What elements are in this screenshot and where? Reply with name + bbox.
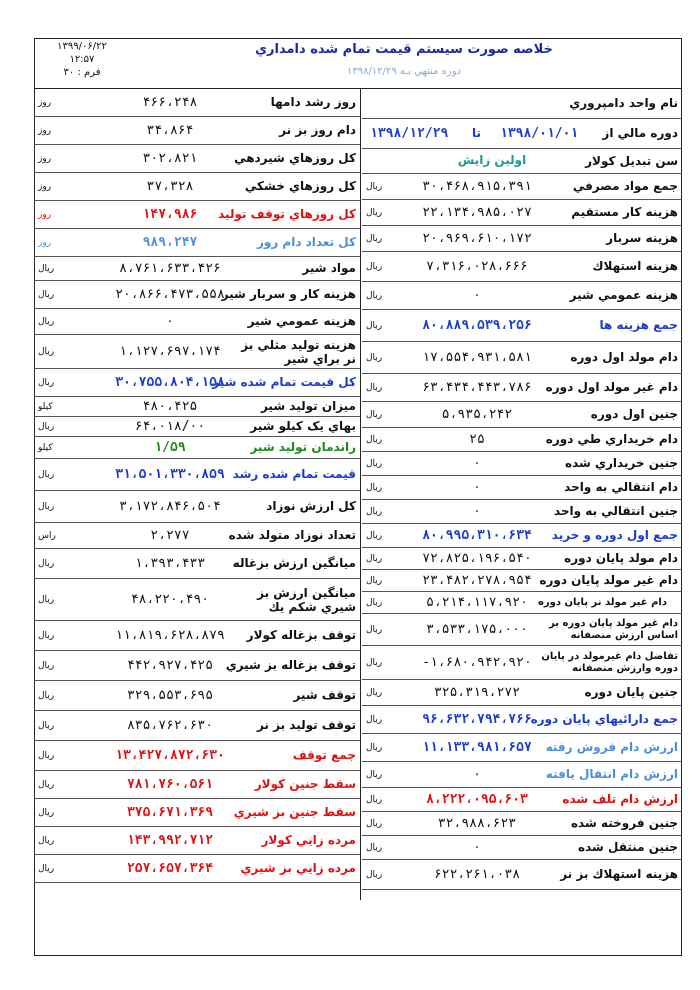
right-row-value: ۲۰،۹۶۹،۶۱۰،۱۷۲ (422, 231, 532, 246)
right-row-label: دام غير مولد پايان دوره (539, 573, 678, 587)
left-row-unit: روز (38, 125, 52, 136)
right-summary-row (362, 860, 682, 890)
right-row-label: جنين پايان دوره (584, 685, 678, 699)
left-summary-row (34, 711, 360, 741)
left-row-label: كل روزهاي توقف توليد (218, 207, 356, 221)
right-row-label: هزينه سربار (606, 231, 678, 245)
left-row-value: ۱۱،۸۱۹،۶۲۸،۸۷۹ (115, 628, 225, 643)
right-row-label: ارزش دام فروش رفته (545, 740, 678, 754)
right-row-label: جنين خريداري شده (565, 456, 678, 470)
right-row-value: ۰ (473, 456, 481, 471)
right-summary-row (362, 476, 682, 500)
right-row-label: دام غير مولد اول دوره (545, 380, 678, 394)
left-summary-row (34, 741, 360, 771)
right-summary-row (362, 706, 682, 734)
left-summary-row (34, 281, 360, 309)
left-row-value: ۲،۲۷۷ (150, 528, 190, 543)
left-row-value: ۴۸،۲۲۰،۴۹۰ (130, 592, 210, 607)
left-row-value: ۱۳،۴۲۷،۸۷۲،۶۳۰ (115, 748, 225, 763)
right-summary-row (362, 836, 682, 860)
right-row-unit: ريال (366, 181, 383, 192)
right-row-value: ۰ (473, 840, 481, 855)
left-row-value: ۸۳۵،۷۶۲،۶۳۰ (126, 718, 214, 733)
right-row-value: ۷،۳۱۶،۰۲۸،۶۶۶ (426, 259, 528, 274)
right-row-value: ۹۶،۶۳۲،۷۹۴،۷۶۶ (422, 712, 532, 727)
right-row-value: ۵،۲۱۴،۱۱۷،۹۲۰ (426, 595, 528, 610)
right-summary-row (362, 500, 682, 524)
right-summary-row (362, 310, 682, 342)
left-row-unit: ريال (38, 421, 55, 432)
left-row-value: ۳۰،۷۵۵،۸۰۴،۱۵۸ (115, 375, 225, 390)
left-row-label: توقف توليد بز نر (256, 718, 356, 732)
right-row-unit: ريال (366, 869, 383, 880)
left-row-unit: ريال (38, 660, 55, 671)
left-row-unit: ريال (38, 594, 55, 605)
left-summary-row (34, 523, 360, 549)
right-row-value: ۳۲،۹۸۸،۶۲۳ (437, 816, 517, 831)
right-row-label: هزينه عمومي شير (569, 288, 678, 302)
right-row-unit: ريال (366, 575, 383, 586)
left-row-label: هزينه عمومي شير (247, 314, 356, 328)
left-summary-row (34, 549, 360, 579)
left-row-label: جمع توقف (292, 748, 356, 762)
right-summary-row (362, 452, 682, 476)
right-row-unit: ريال (366, 657, 383, 668)
left-row-label: سقط جنين بز شيري (233, 805, 356, 819)
right-row-unit: ريال (366, 233, 383, 244)
left-row-value: ۴۸۰،۴۲۵ (142, 399, 198, 414)
left-row-label: تعداد نوزاد متولد شده (228, 528, 356, 542)
right-row-value: ۰ (473, 480, 481, 495)
left-row-label: مرده زايي بز شيري (240, 861, 356, 875)
right-row-unit: ريال (366, 742, 383, 753)
left-row-unit: روز (38, 97, 52, 108)
right-summary-row (362, 174, 682, 200)
left-row-label: كل روزهاي خشكي (244, 179, 356, 193)
right-row-unit: ريال (366, 687, 383, 698)
conversion-age-row (362, 149, 682, 174)
left-summary-row (34, 309, 360, 335)
left-row-label: مرده زايي كولار (261, 833, 356, 847)
left-row-value: ۶۴،۰۱۸/۰۰ (134, 419, 206, 434)
header-meta (36, 40, 128, 79)
left-row-unit: ريال (38, 377, 55, 388)
left-row-label: توقف بزغاله كولار (246, 628, 356, 642)
right-row-unit: ريال (366, 207, 383, 218)
right-row-value: ۶۳،۴۳۴،۴۴۳،۷۸۶ (422, 380, 532, 395)
report-time: ۱۲:۵۷ (69, 54, 95, 65)
left-row-value: ۱۴۳،۹۹۲،۷۱۲ (126, 833, 214, 848)
left-row-label: بهاي يک كيلو شير (250, 419, 356, 433)
left-row-unit: ريال (38, 835, 55, 846)
right-row-label: دام مولد اول دوره (570, 350, 678, 364)
left-row-label: ميزان توليد شير (260, 399, 356, 413)
right-row-label: ارزش دام انتقال يافته (545, 767, 678, 781)
right-row-label: تفاضل دام غيرمولد در پايان دوره وارزش منصفانه (541, 650, 678, 674)
right-row-unit: ريال (366, 290, 383, 301)
left-row-label: سقط جنين كولار (254, 777, 356, 791)
left-row-value: ۳۷،۳۲۸ (146, 179, 194, 194)
right-row-unit: ريال (366, 261, 383, 272)
left-row-unit: ريال (38, 779, 55, 790)
left-row-unit: روز (38, 209, 52, 220)
right-summary-row (362, 252, 682, 282)
right-summary-row (362, 762, 682, 788)
right-row-label: دام انتقالي به واحد (564, 480, 678, 494)
right-row-value: ۵،۹۳۵،۲۴۲ (441, 407, 513, 422)
left-row-value: ۱،۱۲۷،۶۹۷،۱۷۴ (119, 344, 221, 359)
left-row-unit: ريال (38, 690, 55, 701)
right-summary-row (362, 812, 682, 836)
fiscal-to-word: تا (472, 126, 482, 140)
left-row-label: دام روز بز نر (279, 123, 356, 137)
right-row-unit: ريال (366, 434, 383, 445)
left-summary-row (34, 397, 360, 417)
right-row-value: ۸،۲۲۲،۰۹۵،۶۰۳ (426, 792, 528, 807)
left-row-unit: ريال (38, 501, 55, 512)
right-row-value: ۷۲،۸۲۵،۱۹۶،۵۴۰ (422, 551, 532, 566)
left-row-unit: كيلو (38, 442, 53, 453)
left-summary-row (34, 437, 360, 459)
left-row-unit: راس (38, 530, 56, 541)
left-row-value: ۱۴۷،۹۸۶ (142, 207, 198, 222)
left-row-value: ۸،۷۶۱،۶۳۳،۴۲۶ (119, 261, 221, 276)
left-row-unit: ريال (38, 263, 55, 274)
right-row-unit: ريال (366, 352, 383, 363)
left-row-value: ۴۴۲،۹۲۷،۴۲۵ (126, 658, 214, 673)
right-row-label: دام غير مولد پايان دوره بر اساس ارزش منصفانه (549, 617, 678, 641)
conversion-age-value: اولين زايش (457, 153, 527, 167)
left-row-value: ۱،۳۹۳،۴۳۳ (134, 556, 206, 571)
left-row-label: كل روزهاي شيردهي (234, 151, 356, 165)
right-row-value: ۰ (473, 504, 481, 519)
right-row-label: جمع اول دوره و خريد (551, 528, 678, 542)
right-row-value: ۳۲۵،۳۱۹،۲۷۲ (433, 685, 521, 700)
left-row-unit: روز (38, 237, 52, 248)
right-summary-row (362, 592, 682, 614)
right-summary-row (362, 680, 682, 706)
right-summary-row (362, 342, 682, 374)
summary-left-column (34, 89, 361, 900)
left-summary-row (34, 117, 360, 145)
left-row-value: ۱/۵۹ (154, 440, 186, 455)
right-row-unit: ريال (366, 530, 383, 541)
right-row-label: جمع دارائيهاي پايان دوره (530, 712, 678, 726)
left-row-value: ۹۸۹،۲۴۷ (142, 235, 198, 250)
right-row-label: جمع مواد مصرفي (572, 179, 678, 193)
left-summary-row (34, 855, 360, 883)
left-summary-row (34, 621, 360, 651)
left-row-label: ميانگين ارزش بزغاله (232, 556, 356, 570)
right-row-unit: ريال (366, 769, 383, 780)
fiscal-period-label: دوره مالي از (602, 126, 678, 140)
summary-right-column (362, 89, 682, 890)
left-row-value: ۳،۱۷۲،۸۴۶،۵۰۴ (119, 499, 221, 514)
right-summary-row (362, 226, 682, 252)
left-row-unit: ريال (38, 720, 55, 731)
left-row-unit: ريال (38, 750, 55, 761)
right-row-value: ۳،۵۳۳،۱۷۵،۰۰۰ (426, 622, 528, 637)
right-row-unit: ريال (366, 382, 383, 393)
left-summary-row (34, 459, 360, 491)
right-row-label: جنين انتقالي به واحد (553, 504, 678, 518)
right-row-label: هزينه استهلاك بز نر (560, 867, 678, 881)
right-summary-row (362, 524, 682, 548)
left-row-value: ۷۸۱،۷۶۰،۵۶۱ (126, 777, 214, 792)
left-summary-row (34, 799, 360, 827)
right-row-unit: ريال (366, 597, 383, 608)
left-row-unit: روز (38, 153, 52, 164)
left-summary-row (34, 771, 360, 799)
right-summary-row (362, 200, 682, 226)
left-summary-row (34, 579, 360, 621)
left-row-value: ۴۶۶،۲۴۸ (142, 95, 198, 110)
left-summary-row (34, 145, 360, 173)
left-summary-row (34, 681, 360, 711)
right-row-label: هزينه كار مستقيم (571, 205, 678, 219)
right-row-label: جمع هزينه ها (599, 318, 678, 332)
report-date: ۱۳۹۹/۰۶/۲۲ (57, 41, 107, 52)
left-summary-row (34, 229, 360, 257)
left-row-label: توقف شير (293, 688, 356, 702)
right-row-unit: ريال (366, 482, 383, 493)
right-summary-row (362, 646, 682, 680)
fiscal-period-row (362, 119, 682, 149)
right-row-value: ۱۷،۵۵۴،۹۳۱،۵۸۱ (422, 350, 532, 365)
fiscal-to: ۱۳۹۸/۱۲/۲۹ (370, 126, 449, 141)
right-row-label: جنين اول دوره (590, 407, 678, 421)
right-row-unit: ريال (366, 506, 383, 517)
right-row-value: ۱۱،۱۳۳،۹۸۱،۶۵۷ (422, 740, 532, 755)
left-row-value: ۳۲۹،۵۵۳،۶۹۵ (126, 688, 214, 703)
right-summary-row (362, 402, 682, 428)
left-summary-row (34, 89, 360, 117)
right-summary-row (362, 374, 682, 402)
left-row-label: كل تعداد دام روز (256, 235, 356, 249)
left-summary-row (34, 257, 360, 281)
right-summary-row (362, 788, 682, 812)
left-row-unit: كيلو (38, 401, 53, 412)
right-row-label: جنين فروخته شده (570, 816, 678, 830)
left-summary-row (34, 369, 360, 397)
conversion-age-label: سن تبديل كولار (585, 153, 678, 168)
left-row-unit: روز (38, 181, 52, 192)
report-period: دوره منتهي بـه ۱۳۹۸/۱۲/۲۹ (346, 66, 461, 77)
right-summary-row (362, 570, 682, 592)
fiscal-from: ۱۳۹۸/۰۱/۰۱ (500, 126, 579, 141)
left-row-unit: ريال (38, 807, 55, 818)
right-row-label: دام مولد پايان دوره (564, 551, 678, 565)
right-row-unit: ريال (366, 842, 383, 853)
right-summary-row (362, 614, 682, 646)
right-row-unit: ريال (366, 320, 383, 331)
right-row-unit: ريال (366, 818, 383, 829)
left-row-value: ۲۵۷،۶۵۷،۳۶۴ (126, 861, 214, 876)
report-title: خلاصه صورت سيستم قيمت تمام شده دامداري (255, 42, 553, 57)
right-row-label: ارزش دام تلف شده (562, 792, 678, 806)
left-row-value: ۳۷۵،۶۷۱،۳۶۹ (126, 805, 214, 820)
left-summary-row (34, 173, 360, 201)
right-row-label: هزينه استهلاك (592, 259, 678, 273)
left-row-label: راندمان توليد شير (250, 440, 356, 454)
left-row-label: روز رشد دامها (270, 95, 356, 109)
left-row-unit: ريال (38, 346, 55, 357)
right-row-label: دام خريداري طي دوره (545, 432, 678, 446)
right-row-unit: ريال (366, 794, 383, 805)
left-row-value: ۳۴،۸۶۴ (146, 123, 194, 138)
left-summary-row (34, 335, 360, 369)
right-summary-row (362, 428, 682, 452)
right-summary-row (362, 548, 682, 570)
right-row-unit: ريال (366, 714, 383, 725)
left-summary-row (34, 827, 360, 855)
unit-name-row (362, 89, 682, 119)
right-summary-row (362, 734, 682, 762)
right-row-unit: ريال (366, 553, 383, 564)
right-row-value: ۲۳،۴۸۲،۲۷۸،۹۵۴ (422, 573, 532, 588)
unit-name-label: نام واحد دامپروري (569, 96, 678, 110)
left-row-label: هزينه توليد مثلي بز نر براي شير (241, 337, 356, 366)
left-row-unit: ريال (38, 863, 55, 874)
left-row-label: ميانگين ارزش بز شيري شكم يك (257, 585, 356, 614)
left-row-unit: ريال (38, 289, 55, 300)
left-row-unit: ريال (38, 558, 55, 569)
left-summary-row (34, 651, 360, 681)
left-row-unit: ريال (38, 630, 55, 641)
left-row-label: كل قيمت تمام شده شير (212, 375, 356, 389)
form-number: فرم : ۳۰ (63, 67, 101, 78)
right-row-value: ۶۲۲،۲۶۱،۰۳۸ (433, 867, 521, 882)
left-row-unit: ريال (38, 469, 55, 480)
left-row-label: هزينه كار و سربار شير (221, 287, 356, 301)
right-row-unit: ريال (366, 624, 383, 635)
right-row-value: ۲۲،۱۳۴،۹۸۵،۰۲۷ (422, 205, 532, 220)
right-row-value: ۰ (473, 767, 481, 782)
left-summary-row (34, 417, 360, 437)
left-row-label: كل ارزش نوزاد (266, 499, 356, 513)
right-row-value: -۱،۶۸۰،۹۴۲،۹۲۰ (422, 655, 532, 670)
left-row-value: ۳۱،۵۰۱،۳۳۰،۸۵۹ (115, 467, 225, 482)
left-row-value: ۲۰،۸۶۶،۴۷۳،۵۵۸ (115, 287, 225, 302)
left-row-label: توقف بزغاله بز شيري (225, 658, 356, 672)
left-row-value: ۰ (166, 314, 174, 329)
right-row-value: ۳۰،۴۶۸،۹۱۵،۳۹۱ (422, 179, 532, 194)
right-row-label: جنين منتقل شده (578, 840, 678, 854)
right-row-unit: ريال (366, 409, 383, 420)
left-row-label: قيمت تمام شده رشد (232, 467, 356, 481)
right-row-value: ۰ (473, 288, 481, 303)
left-row-value: ۳۰۲،۸۲۱ (142, 151, 198, 166)
left-summary-row (34, 491, 360, 523)
right-row-value: ۲۵ (469, 432, 485, 447)
right-row-value: ۸۰،۸۸۹،۵۳۹،۲۵۶ (422, 318, 532, 333)
right-row-unit: ريال (366, 458, 383, 469)
left-summary-row (34, 201, 360, 229)
right-summary-row (362, 282, 682, 310)
right-row-value: ۸۰،۹۹۵،۳۱۰،۶۳۴ (422, 528, 532, 543)
left-row-unit: ريال (38, 316, 55, 327)
left-row-label: مواد شير (302, 261, 356, 275)
right-row-label: دام غير مولد نر پايان دوره (538, 596, 667, 608)
